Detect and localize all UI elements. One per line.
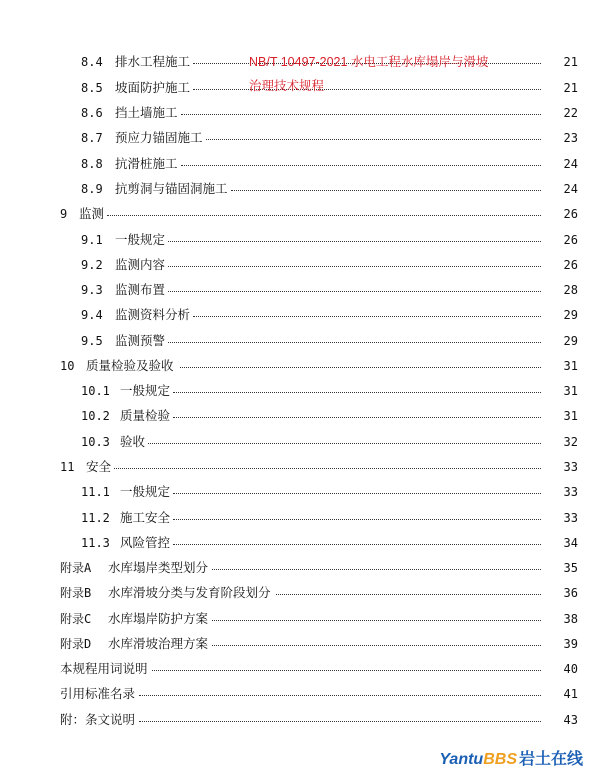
overlay-line-1: NB/T 10497-2021 水电工程水库塌岸与滑坡 (249, 55, 489, 69)
toc-number: 10.2 (81, 409, 110, 423)
toc-title: 水库滑坡分类与发育阶段划分 (108, 585, 271, 600)
toc-entry[interactable] (0, 432, 593, 452)
toc-title: 质量检验及验收 (86, 358, 174, 373)
toc-page-number: 29 (563, 334, 578, 348)
toc-number: 9.1 (81, 233, 103, 247)
logo-text-yantu: Yantu (439, 751, 484, 768)
toc-page-number: 33 (563, 485, 578, 499)
toc-entry[interactable] (0, 684, 593, 704)
toc-leader-dots (114, 468, 541, 469)
toc-number: 8.5 (81, 81, 103, 95)
toc-entry[interactable] (0, 128, 593, 148)
toc-number: 附录A (60, 561, 92, 575)
toc-title: 水库滑坡治理方案 (108, 636, 209, 651)
toc-page-number: 26 (563, 207, 578, 221)
toc-number: 9.4 (81, 308, 103, 322)
toc-page-number: 31 (563, 359, 578, 373)
toc-leader-dots (193, 316, 541, 317)
toc-leader-dots (212, 645, 541, 646)
toc-page-number: 33 (563, 460, 578, 474)
toc-title: 坡面防护施工 (115, 80, 191, 95)
toc-page-number: 34 (563, 536, 578, 550)
toc-page-number: 32 (563, 435, 578, 449)
toc-page-number: 24 (563, 182, 578, 196)
toc-title: 一般规定 (120, 383, 171, 398)
toc-page-number: 21 (563, 81, 578, 95)
toc-number: 9 (60, 207, 68, 221)
toc-entry[interactable] (0, 103, 593, 123)
toc-leader-dots (212, 620, 541, 621)
toc-title: 引用标准名录 (60, 686, 136, 701)
toc-page-number: 41 (563, 687, 578, 701)
toc-page-number: 28 (563, 283, 578, 297)
toc-title: 监测布置 (115, 282, 166, 297)
toc-number: 9.2 (81, 258, 103, 272)
toc-title: 一般规定 (115, 232, 166, 247)
toc-leader-dots (168, 266, 541, 267)
toc-number: 11.3 (81, 536, 110, 550)
toc-title: 质量检验 (120, 408, 171, 423)
toc-entry[interactable] (0, 710, 593, 730)
toc-entry[interactable] (0, 255, 593, 275)
toc-page-number: 43 (563, 713, 578, 727)
overlay-line-2: 治理技术规程 (249, 79, 325, 93)
toc-leader-dots (181, 165, 541, 166)
toc-title: 监测预警 (115, 333, 166, 348)
toc-page-number: 24 (563, 157, 578, 171)
toc-number: 8.4 (81, 55, 103, 69)
toc-title: 抗剪洞与锚固洞施工 (115, 181, 228, 196)
toc-entry[interactable] (0, 583, 593, 603)
toc-leader-dots (173, 544, 541, 545)
toc-title: 监测 (79, 206, 105, 221)
toc-page-number: 33 (563, 511, 578, 525)
toc-leader-dots (212, 569, 541, 570)
toc-entry[interactable] (0, 533, 593, 553)
toc-number: 附录D (60, 637, 92, 651)
toc-page-number: 26 (563, 258, 578, 272)
toc-title: 附：条文说明 (60, 712, 136, 727)
toc-title: 监测资料分析 (115, 307, 191, 322)
toc-entry[interactable] (0, 482, 593, 502)
toc-entry[interactable] (0, 356, 593, 376)
toc-entry[interactable] (0, 179, 593, 199)
toc-entry[interactable] (0, 305, 593, 325)
toc-leader-dots (231, 190, 541, 191)
toc-title: 抗滑桩施工 (115, 156, 178, 171)
toc-number: 10 (60, 359, 75, 373)
toc-title: 预应力锚固施工 (115, 130, 203, 145)
toc-number: 11.2 (81, 511, 110, 525)
toc-leader-dots (168, 342, 541, 343)
toc-page-number: 26 (563, 233, 578, 247)
toc-title: 排水工程施工 (115, 54, 191, 69)
toc-number: 9.5 (81, 334, 103, 348)
toc-leader-dots (139, 721, 541, 722)
toc-entry[interactable] (0, 558, 593, 578)
toc-number: 8.6 (81, 106, 103, 120)
toc-page-number: 40 (563, 662, 578, 676)
toc-title: 安全 (86, 459, 112, 474)
toc-number: 8.8 (81, 157, 103, 171)
toc-leader-dots (107, 215, 541, 216)
toc-leader-dots (148, 443, 541, 444)
toc-page-number: 29 (563, 308, 578, 322)
toc-title: 本规程用词说明 (60, 661, 148, 676)
toc-entry[interactable] (0, 381, 593, 401)
toc-title: 验收 (120, 434, 146, 449)
toc-leader-dots (168, 241, 541, 242)
toc-entry[interactable] (0, 154, 593, 174)
toc-entry[interactable] (0, 204, 593, 224)
toc-number: 10.1 (81, 384, 110, 398)
site-watermark-logo (439, 746, 583, 769)
logo-text-cn: 岩土在线 (518, 751, 583, 768)
toc-leader-dots (152, 670, 541, 671)
toc-title: 挡土墙施工 (115, 105, 178, 120)
toc-number: 附录B (60, 586, 92, 600)
toc-title: 水库塌岸防护方案 (108, 611, 209, 626)
toc-page-number: 31 (563, 409, 578, 423)
toc-leader-dots (173, 417, 541, 418)
toc-entry[interactable] (0, 331, 593, 351)
toc-page-number: 39 (563, 637, 578, 651)
toc-number: 9.3 (81, 283, 103, 297)
toc-title: 施工安全 (120, 510, 171, 525)
toc-entry[interactable] (0, 659, 593, 679)
logo-text-bbs: BBS (483, 751, 517, 768)
toc-leader-dots (173, 519, 541, 520)
toc-page-number: 21 (563, 55, 578, 69)
toc-number: 8.7 (81, 131, 103, 145)
toc-leader-dots (168, 291, 541, 292)
toc-leader-dots (276, 594, 541, 595)
toc-number: 8.9 (81, 182, 103, 196)
toc-leader-dots (173, 493, 541, 494)
toc-entry[interactable] (0, 406, 593, 426)
toc-title: 水库塌岸类型划分 (108, 560, 209, 575)
toc-page-number: 35 (563, 561, 578, 575)
toc-number: 附录C (60, 612, 92, 626)
document-title-overlay (249, 50, 488, 98)
toc-leader-dots (180, 367, 541, 368)
toc-title: 监测内容 (115, 257, 166, 272)
toc-leader-dots (139, 695, 541, 696)
toc-number: 11.1 (81, 485, 110, 499)
toc-leader-dots (173, 392, 541, 393)
toc-entry[interactable] (0, 634, 593, 654)
toc-page-number: 22 (563, 106, 578, 120)
toc-leader-dots (206, 139, 541, 140)
toc-number: 11 (60, 460, 75, 474)
toc-page-number: 36 (563, 586, 578, 600)
toc-entry[interactable] (0, 508, 593, 528)
toc-title: 风险管控 (120, 535, 171, 550)
toc-title: 一般规定 (120, 484, 171, 499)
toc-number: 10.3 (81, 435, 110, 449)
toc-entry[interactable] (0, 609, 593, 629)
toc-page-number: 23 (563, 131, 578, 145)
toc-page-number: 38 (563, 612, 578, 626)
toc-leader-dots (181, 114, 541, 115)
toc-page-number: 31 (563, 384, 578, 398)
toc-entry[interactable] (0, 457, 593, 477)
toc-entry[interactable] (0, 230, 593, 250)
toc-entry[interactable] (0, 280, 593, 300)
